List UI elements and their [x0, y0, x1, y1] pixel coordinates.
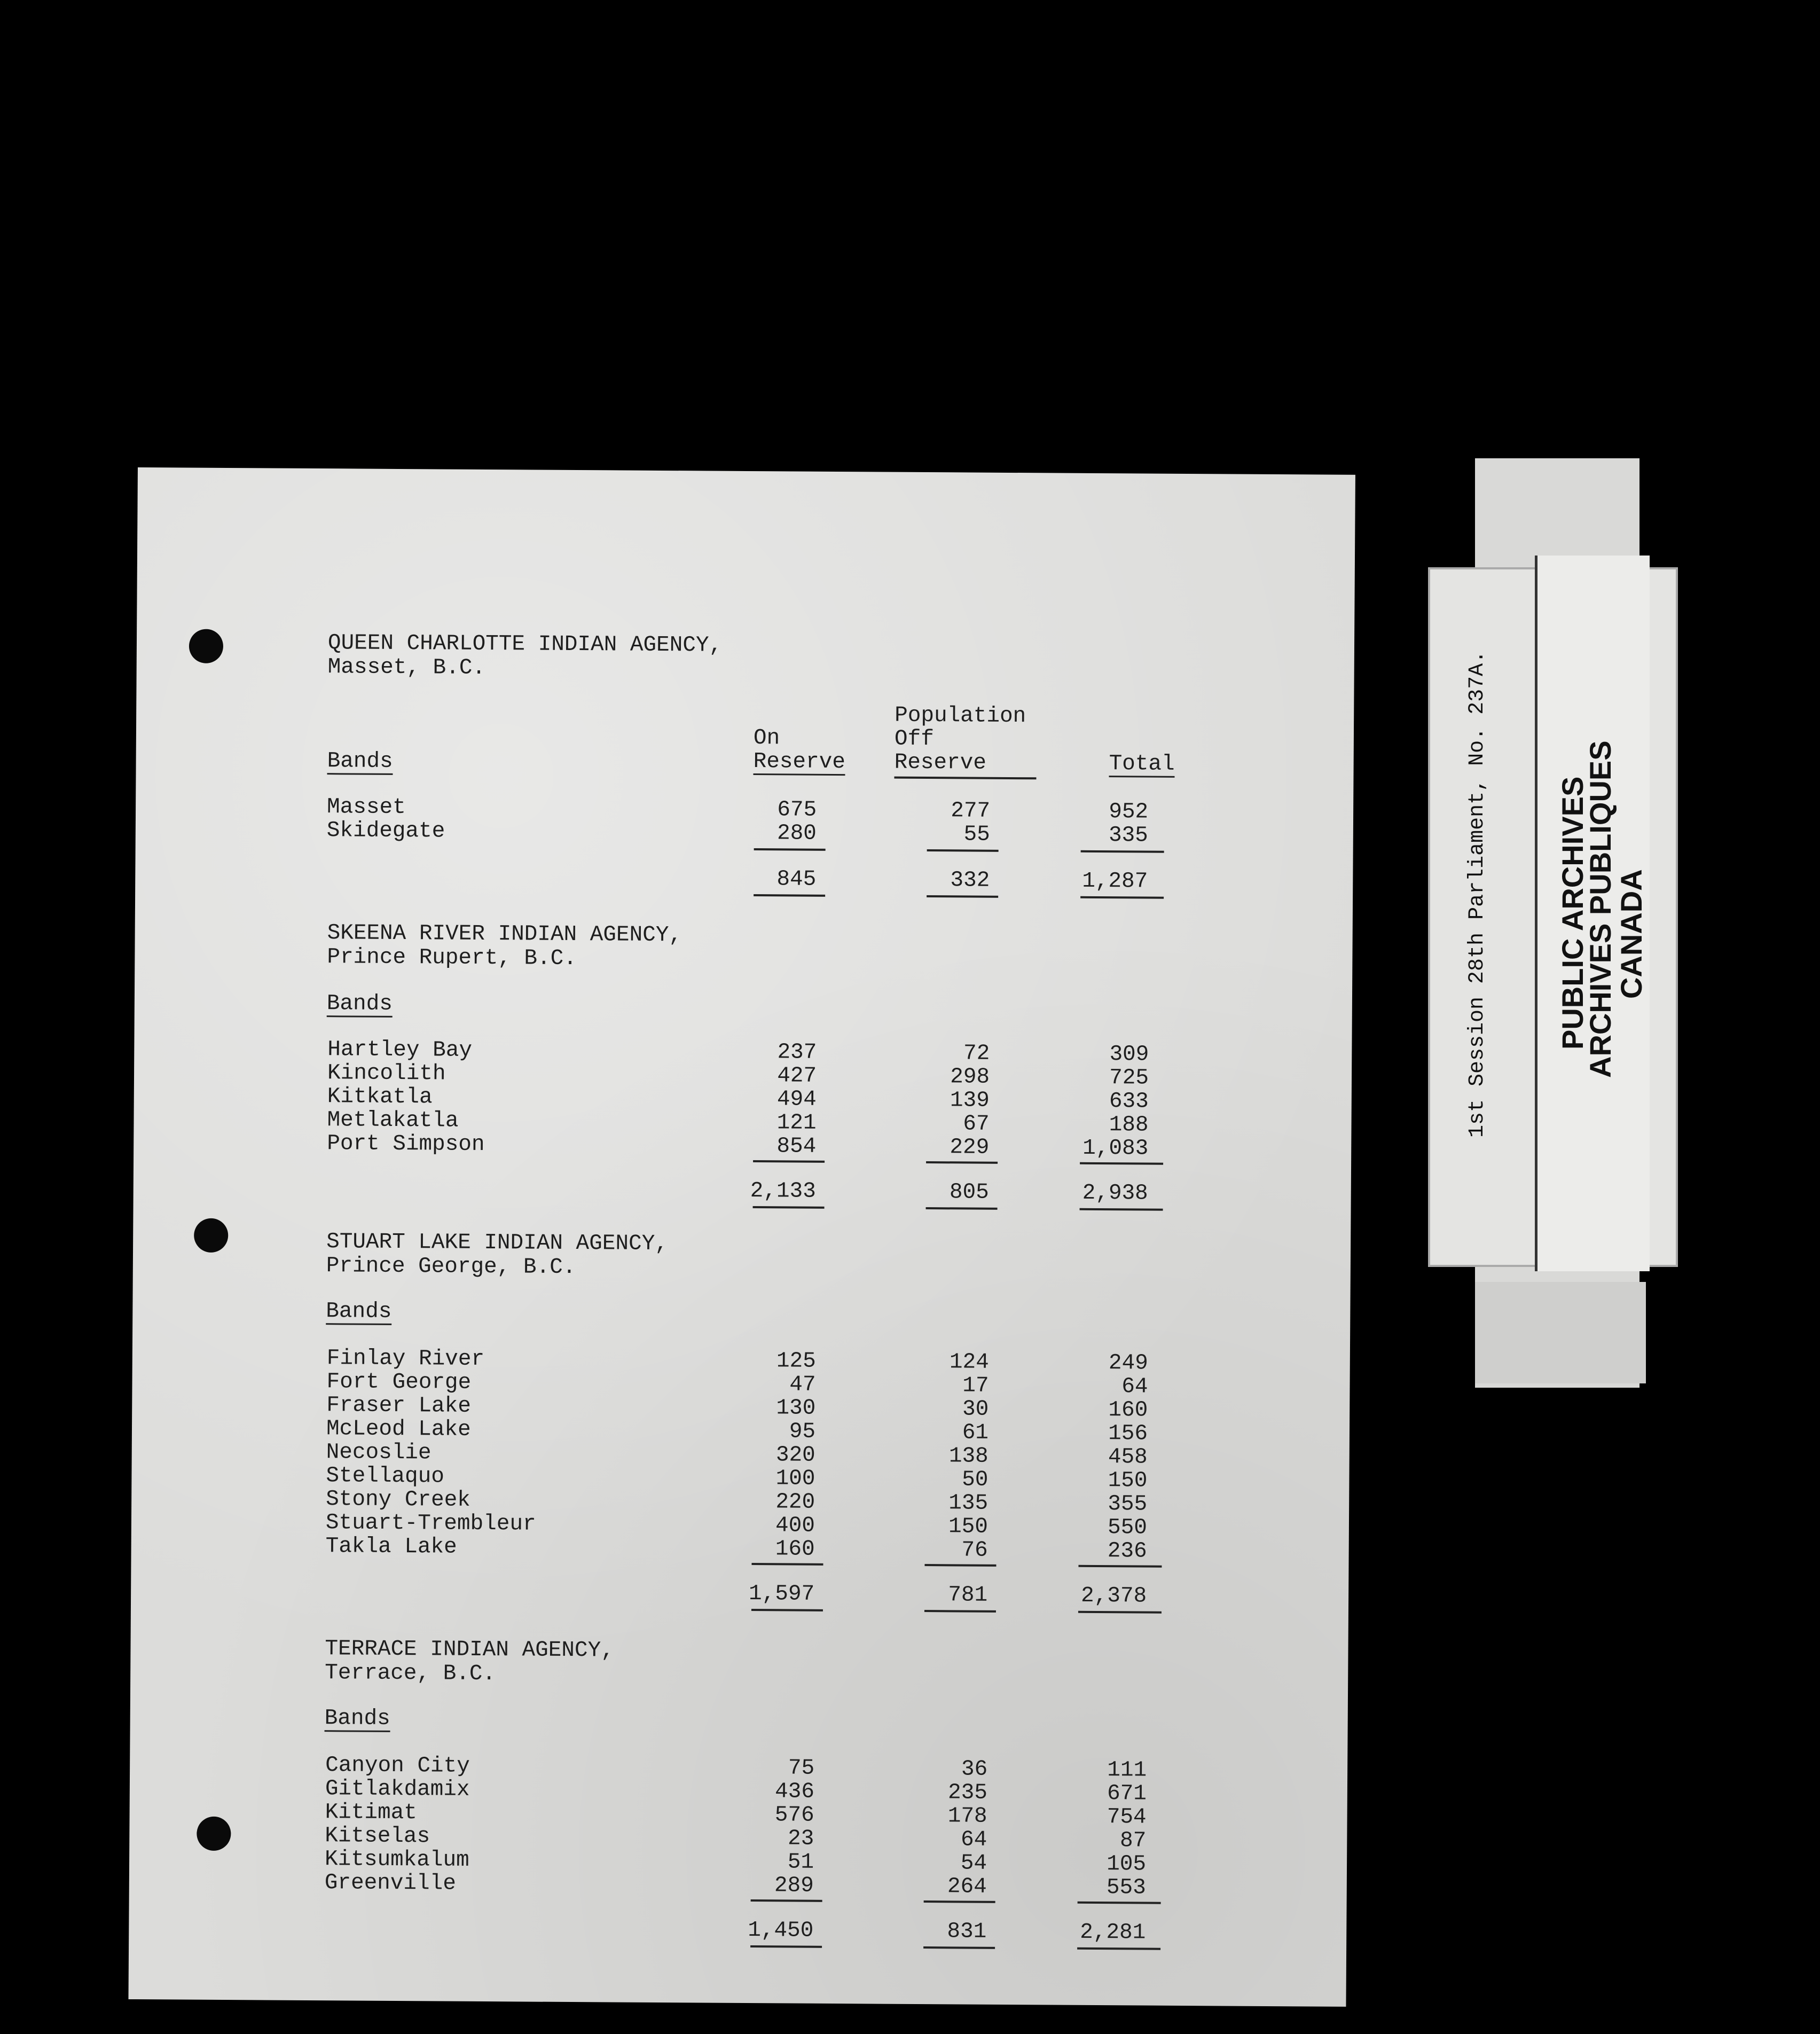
off-reserve-value: 61	[962, 1420, 989, 1445]
agency-title: SKEENA RIVER INDIAN AGENCY,	[327, 921, 682, 948]
bands-header: Bands	[326, 991, 393, 1016]
band-name: Stony Creek	[326, 1487, 470, 1513]
agency-total: 2,938	[1082, 1180, 1148, 1206]
total-rule	[1078, 1611, 1162, 1614]
on-reserve-value: 237	[777, 1040, 817, 1065]
total-header: Total	[1109, 752, 1175, 777]
on-reserve-value: 289	[774, 1873, 814, 1898]
total-rule	[751, 1609, 823, 1611]
band-name: Port Simpson	[327, 1131, 485, 1157]
agency-total-off: 831	[947, 1919, 987, 1944]
on-reserve-value: 320	[775, 1443, 815, 1468]
off-reserve-value: 76	[961, 1538, 988, 1563]
off-reserve-value: 150	[948, 1514, 989, 1539]
off-reserve-value: 30	[962, 1397, 989, 1422]
population-header: Population	[895, 703, 1026, 729]
subtotal-rule	[927, 849, 999, 852]
band-name: Canyon City	[325, 1753, 470, 1779]
on-reserve-value: 95	[789, 1419, 816, 1444]
subtotal-rule	[924, 1900, 995, 1903]
total-value: 64	[1121, 1374, 1148, 1399]
total-rule	[754, 894, 825, 897]
total-value: 754	[1107, 1805, 1147, 1830]
punch-hole	[197, 1817, 231, 1851]
total-value: 236	[1107, 1539, 1147, 1564]
total-rule	[1080, 1208, 1163, 1211]
total-value: 87	[1119, 1828, 1147, 1853]
band-name: Metlakatla	[327, 1108, 459, 1133]
off-reserve-value: 64	[960, 1827, 987, 1852]
on-reserve-value: 51	[787, 1850, 814, 1875]
total-rule	[750, 1945, 822, 1948]
on-reserve-value: 160	[775, 1537, 815, 1562]
off-reserve-value: 264	[947, 1874, 987, 1899]
agency-title: QUEEN CHARLOTTE INDIAN AGENCY,	[327, 631, 723, 658]
total-value: 952	[1109, 800, 1149, 825]
archives-label-fr: ARCHIVES PUBLIQUES	[1583, 740, 1617, 1078]
off-reserve-value: 138	[948, 1444, 989, 1469]
off-reserve-value: 298	[950, 1065, 990, 1090]
total-value: 458	[1108, 1445, 1148, 1470]
punch-hole	[194, 1218, 228, 1253]
off-reserve-header: Reserve	[894, 750, 987, 776]
on-reserve-value: 854	[776, 1134, 817, 1159]
agency-total-off: 781	[948, 1583, 988, 1608]
band-name: Kitselas	[325, 1824, 430, 1849]
off-reserve-value: 67	[963, 1112, 990, 1137]
band-name: Greenville	[324, 1871, 457, 1896]
punch-hole	[189, 629, 223, 663]
agency-location: Prince Rupert, B.C.	[327, 945, 577, 972]
off-reserve-value: 135	[948, 1491, 989, 1516]
agency-total: 2,378	[1080, 1583, 1147, 1609]
on-reserve-value: 47	[789, 1372, 816, 1397]
archives-label-en: PUBLIC ARCHIVES	[1556, 776, 1589, 1050]
total-value: 671	[1107, 1781, 1147, 1806]
subtotal-rule	[1078, 1902, 1161, 1904]
total-rule	[923, 1946, 995, 1949]
subtotal-rule	[1080, 1162, 1163, 1165]
agency-location: Prince George, B.C.	[326, 1254, 576, 1280]
off-reserve-value: 50	[962, 1467, 989, 1492]
on-reserve-value: 75	[788, 1756, 815, 1781]
total-value: 111	[1107, 1758, 1147, 1783]
band-name: Hartley Bay	[327, 1037, 473, 1063]
band-name: Stellaquo	[326, 1464, 445, 1489]
off-reserve-value: 36	[961, 1757, 988, 1782]
on-reserve-value: 675	[777, 797, 817, 823]
total-value: 725	[1109, 1066, 1149, 1091]
on-reserve-value: 427	[777, 1063, 817, 1089]
agency-total-on: 1,450	[748, 1918, 814, 1943]
archives-country: CANADA	[1614, 869, 1648, 999]
on-reserve-value: 100	[775, 1466, 815, 1491]
band-name: Masset	[326, 795, 406, 820]
bands-header: Bands	[327, 749, 393, 774]
band-name: Necoslie	[326, 1440, 432, 1466]
subtotal-rule	[926, 1161, 998, 1164]
band-name: Stuart-Trembleur	[325, 1511, 536, 1537]
session-reference: 1st Session 28th Parliament, No. 237A.	[1465, 650, 1489, 1138]
on-reserve-value: 436	[774, 1779, 815, 1804]
total-value: 150	[1108, 1468, 1148, 1493]
subtotal-rule	[751, 1563, 823, 1566]
total-value: 1,083	[1082, 1136, 1149, 1161]
agency-total: 1,287	[1082, 869, 1148, 894]
total-rule	[753, 1206, 825, 1209]
off-reserve-value: 139	[950, 1088, 990, 1113]
off-reserve-value: 178	[947, 1804, 987, 1829]
total-value: 309	[1109, 1042, 1149, 1067]
on-reserve-value: 23	[787, 1826, 814, 1851]
band-name: Kitsumkalum	[324, 1847, 469, 1873]
agency-total-on: 2,133	[750, 1179, 816, 1204]
agency-location: Masset, B.C.	[327, 655, 486, 680]
band-name: Fraser Lake	[326, 1393, 472, 1419]
total-rule	[924, 1610, 996, 1613]
on-reserve-header: Reserve	[753, 749, 846, 775]
agency-title: TERRACE INDIAN AGENCY,	[325, 1637, 614, 1663]
off-reserve-value: 277	[951, 799, 991, 824]
off-reserve-value: 72	[963, 1041, 990, 1066]
on-reserve-value: 125	[776, 1349, 816, 1374]
agency-total-off: 805	[949, 1180, 989, 1205]
agency-total-on: 1,597	[748, 1582, 815, 1607]
on-reserve-value: 494	[776, 1087, 817, 1112]
subtotal-rule	[753, 1160, 825, 1163]
agency-title: STUART LAKE INDIAN AGENCY,	[326, 1230, 668, 1257]
archive-tag-bottom	[1475, 1282, 1646, 1383]
band-name: Kincolith	[327, 1061, 446, 1086]
total-value: 160	[1108, 1398, 1148, 1423]
subtotal-rule	[1078, 1565, 1162, 1568]
total-rule	[1080, 896, 1164, 899]
on-reserve-value: 121	[776, 1110, 817, 1136]
agency-total: 2,281	[1080, 1920, 1146, 1945]
off-reserve-value: 235	[947, 1780, 988, 1805]
on-reserve-value: 576	[774, 1803, 814, 1828]
subtotal-rule	[924, 1564, 996, 1567]
total-value: 105	[1107, 1852, 1147, 1877]
total-value: 335	[1108, 823, 1148, 848]
off-reserve-value: 124	[949, 1350, 989, 1375]
total-rule	[926, 1207, 998, 1210]
total-value: 355	[1108, 1492, 1148, 1517]
on-reserve-value: 400	[775, 1513, 815, 1538]
on-reserve-value: 130	[776, 1396, 816, 1421]
off-reserve-underline	[894, 777, 1036, 780]
off-reserve-value: 229	[950, 1135, 990, 1160]
band-name: Fort George	[326, 1370, 472, 1395]
agency-location: Terrace, B.C.	[325, 1661, 496, 1687]
subtotal-rule	[751, 1899, 822, 1902]
on-reserve-value: 220	[775, 1490, 815, 1515]
total-value: 550	[1107, 1515, 1148, 1540]
band-name: Kitimat	[325, 1800, 417, 1826]
total-value: 633	[1109, 1089, 1149, 1114]
band-name: Kitkatla	[327, 1084, 433, 1110]
total-rule	[927, 895, 998, 898]
subtotal-rule	[1081, 850, 1164, 853]
bands-header: Bands	[326, 1299, 392, 1324]
on-reserve-value: 280	[776, 821, 817, 846]
total-value: 249	[1108, 1351, 1148, 1376]
agency-total-on: 845	[776, 867, 817, 892]
band-name: Takla Lake	[325, 1534, 457, 1560]
total-value: 553	[1106, 1875, 1146, 1900]
band-name: McLeod Lake	[326, 1417, 471, 1442]
agency-total-off: 332	[950, 868, 990, 893]
off-reserve-value: 55	[963, 822, 990, 847]
total-value: 188	[1109, 1113, 1149, 1138]
band-name: Gitlakdamix	[325, 1777, 470, 1802]
on-header-line1: On	[753, 726, 780, 751]
band-name: Finlay River	[326, 1346, 485, 1372]
subtotal-rule	[754, 848, 826, 851]
off-reserve-value: 54	[960, 1851, 987, 1876]
total-rule	[1077, 1947, 1160, 1950]
band-name: Skidegate	[326, 818, 445, 844]
total-value: 156	[1108, 1421, 1148, 1446]
bands-header: Bands	[324, 1706, 390, 1731]
off-header-line1: Off	[894, 726, 934, 752]
document-page	[128, 467, 1355, 2007]
off-reserve-value: 17	[962, 1373, 989, 1398]
